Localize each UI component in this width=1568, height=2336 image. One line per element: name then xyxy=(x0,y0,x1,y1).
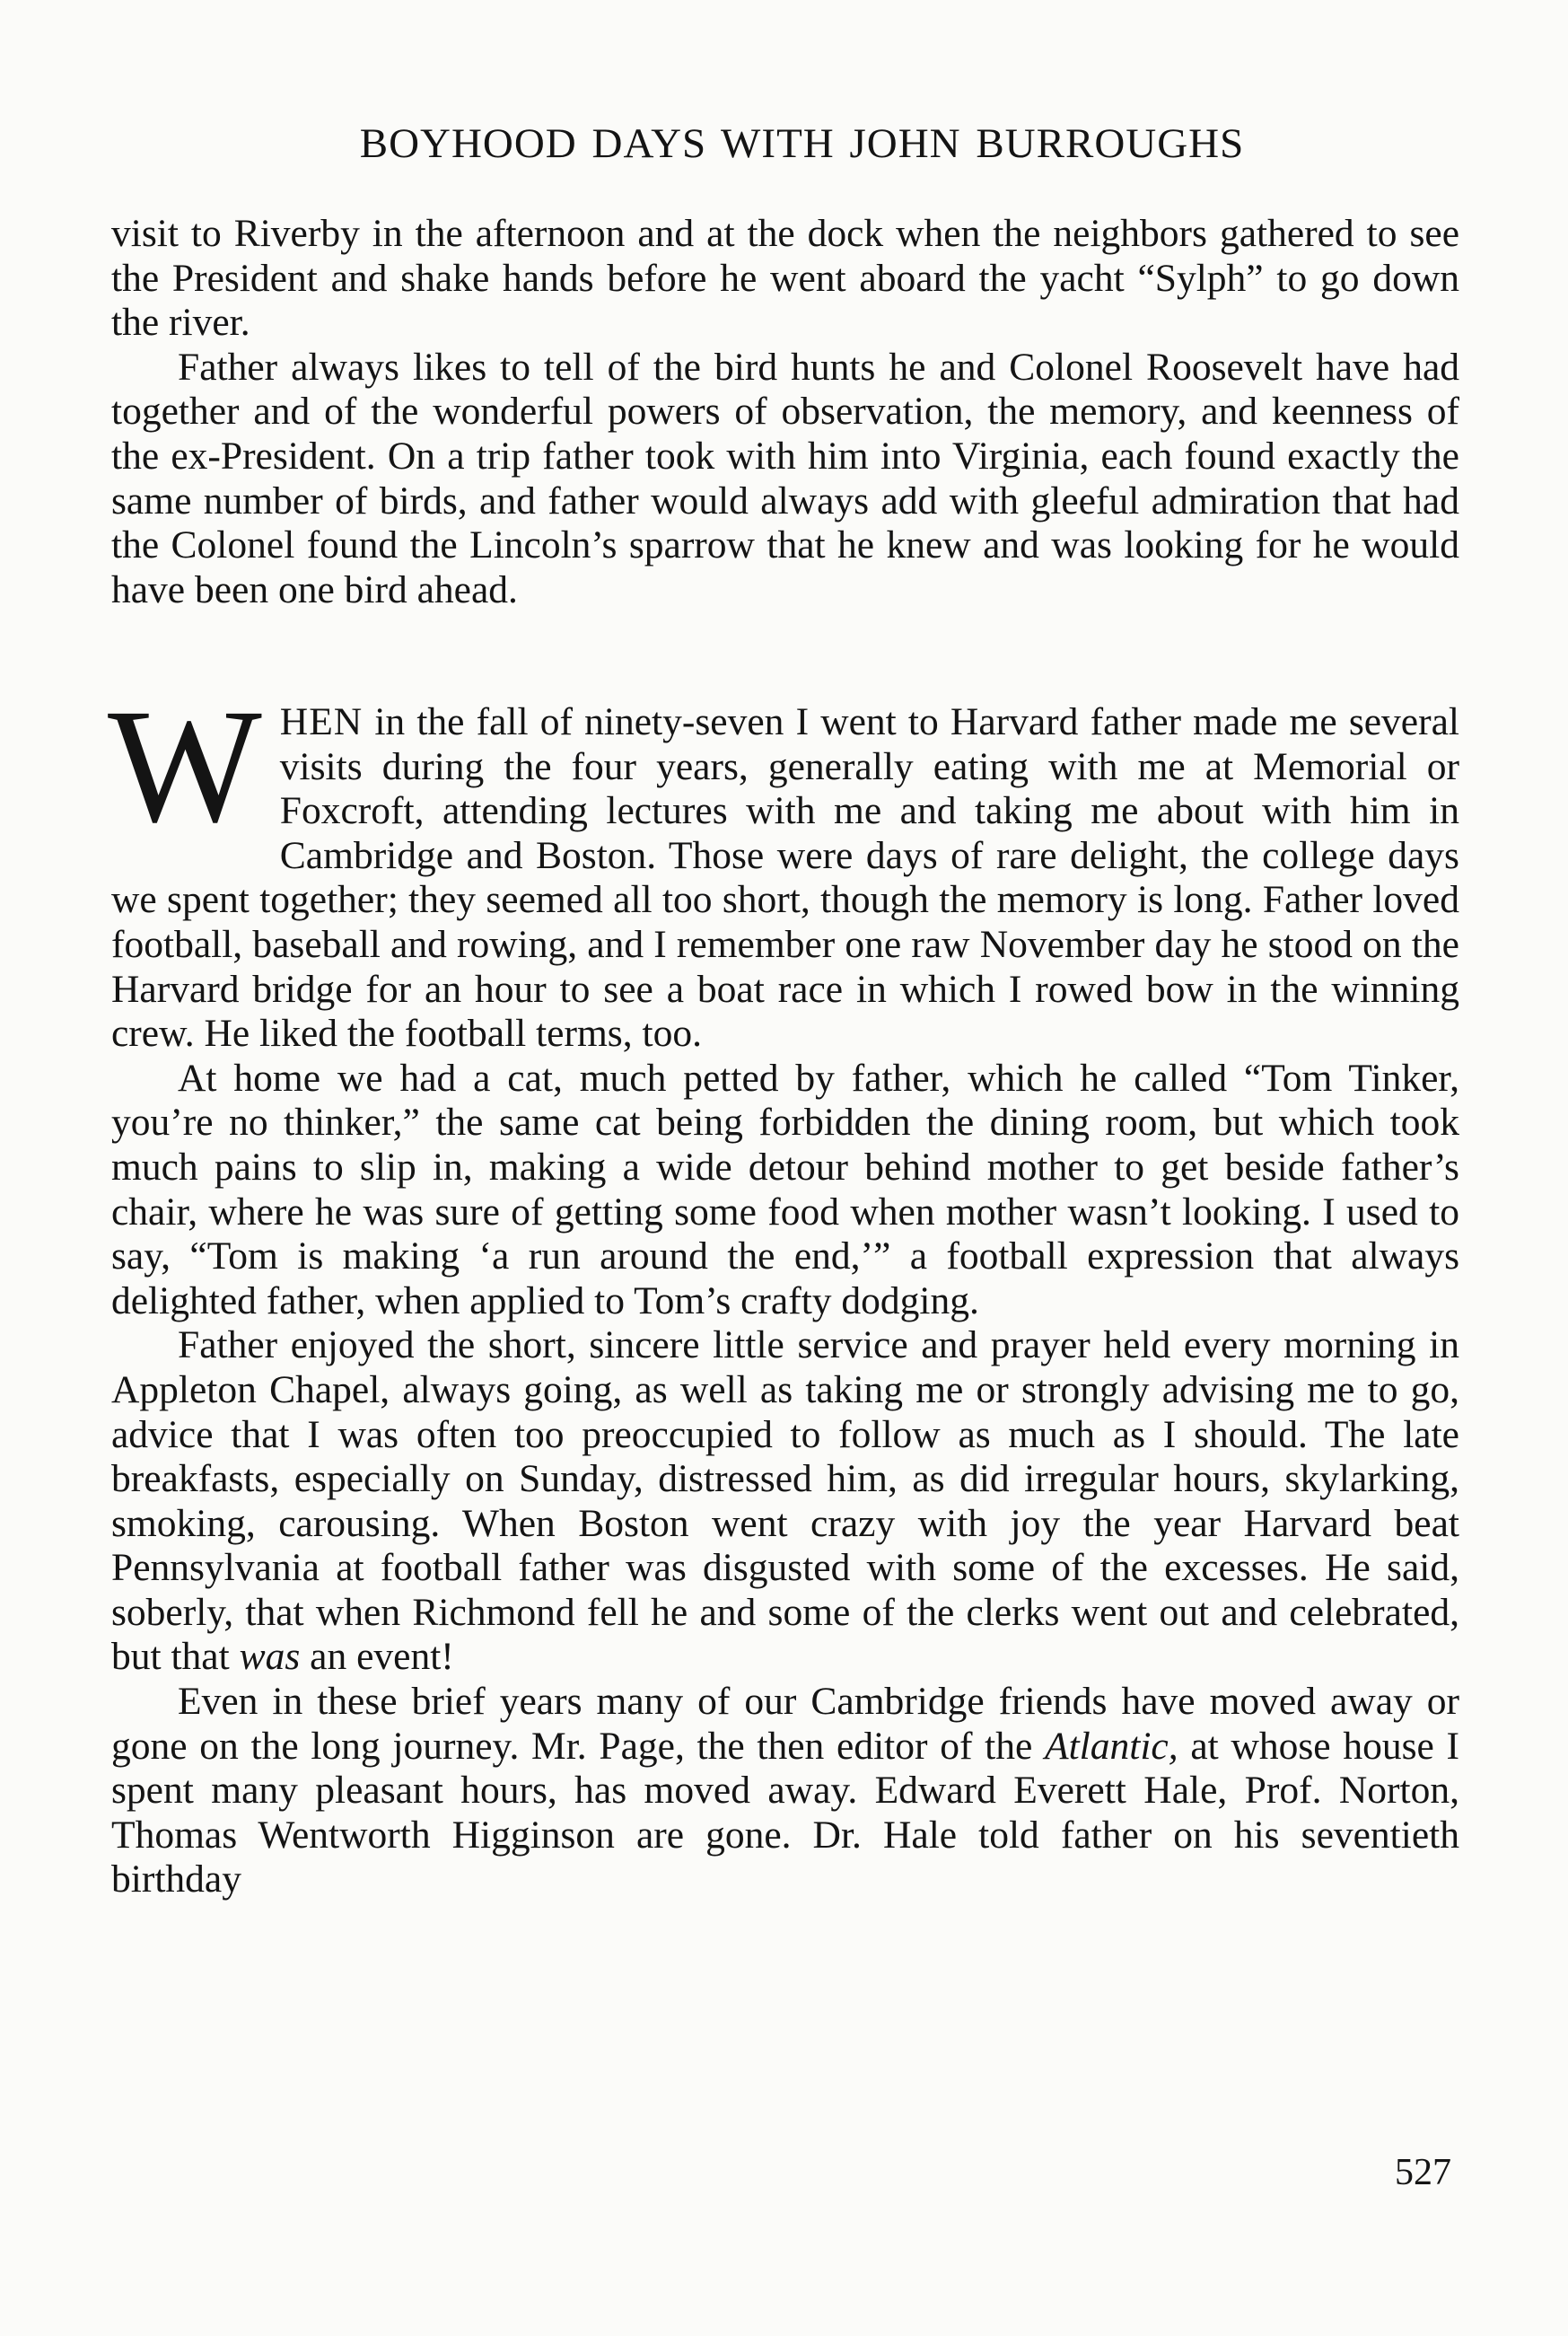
lead-text: in the fall of ninety-seven I went to Harvard father made me several visits during the four years, generally eating with me at Memorial or Foxcroft, attending lectures with me and taking me about with him in Cambridge and Boston. Those were days of rare delight, the college days we spent together; they seemed all too short, though the memory is long. Father loved football, baseball and rowing, and I remember one raw November day he stood on the Harvard bridge for an hour to see a boat race in which I rowed bow in the winning crew. He liked the football terms, too. xyxy=(111,700,1459,1056)
friends-text-end: at whose house I spent many pleasant hours, has moved away. Edward Everett Hale, Prof. Norton, Thomas Wentworth Higginson are gone. Dr. Hale told father on his seventieth birthday xyxy=(111,1724,1460,1901)
text-section-2 xyxy=(108,676,1460,1902)
chapel-text: Father enjoyed the short, sincere little service and prayer held every morning in Appleton Chapel, always going, as well as taking me or strongly advising me to go, advice that I was often too preoccupied to follow as much as I should. The late breakfasts, especially on Sunday, distressed him, as did irregular hours, skylarking, smoking, carousing. When Boston went crazy with joy the year Harvard beat Pennsylvania at football father was disgusted with some of the excesses. He said, soberly, that when Richmond fell he and some of the clerks went out and celebrated, but that xyxy=(111,1323,1459,1679)
paragraph-tom-tinker: At home we had a cat, much petted by father, which he called “Tom Tinker, you’re no thinker,” the same cat being forbidden the dining room, but which took much pains to slip in, making a wide detour behind mother to get beside father’s chair, where he was sure of getting some food when mother wasn’t looking. I used to say, “Tom is making ‘a run around the end,’” a football expression that always delighted father, when applied to Tom’s crafty dodging. xyxy=(111,1056,1459,1322)
atlantic-title: Atlantic, xyxy=(1045,1724,1178,1768)
paragraph-cambridge-friends xyxy=(111,1680,1459,1902)
lead-caps: HEN xyxy=(279,700,364,743)
running-head: BOYHOOD DAYS WITH JOHN BURROUGHS xyxy=(359,120,1245,167)
page-number: 527 xyxy=(1395,2152,1451,2193)
chapel-text-end: an event! xyxy=(300,1635,454,1679)
paragraph-bird-hunts: Father always likes to tell of the bird hunts he and Colonel Roosevelt have had together and of the wonderful powers of observation, the memory, and keenness of the ex-President. On a trip father took with him into Virginia, each found exactly the same number of birds, and father would always add with gleeful admiration that had the Colonel found the Lincoln’s sparrow that he knew and was looking for he would have been one bird ahead. xyxy=(111,345,1459,611)
paragraph-appleton-chapel xyxy=(111,1323,1459,1680)
drop-cap-initial: W xyxy=(108,676,262,856)
chapel-emphasis: was xyxy=(239,1635,301,1679)
text-section-1 xyxy=(111,212,1459,612)
paragraph-harvard xyxy=(108,676,1459,1057)
friends-text: Even in these brief years many of our Cambridge friends have moved away or gone on the long journey. Mr. Page, the then editor of the xyxy=(111,1680,1459,1768)
paragraph-continued: visit to Riverby in the afternoon and at the dock when the neighbors gathered to see the President and shake hands before he went aboard the yacht “Sylph” to go down the river. xyxy=(111,212,1459,345)
